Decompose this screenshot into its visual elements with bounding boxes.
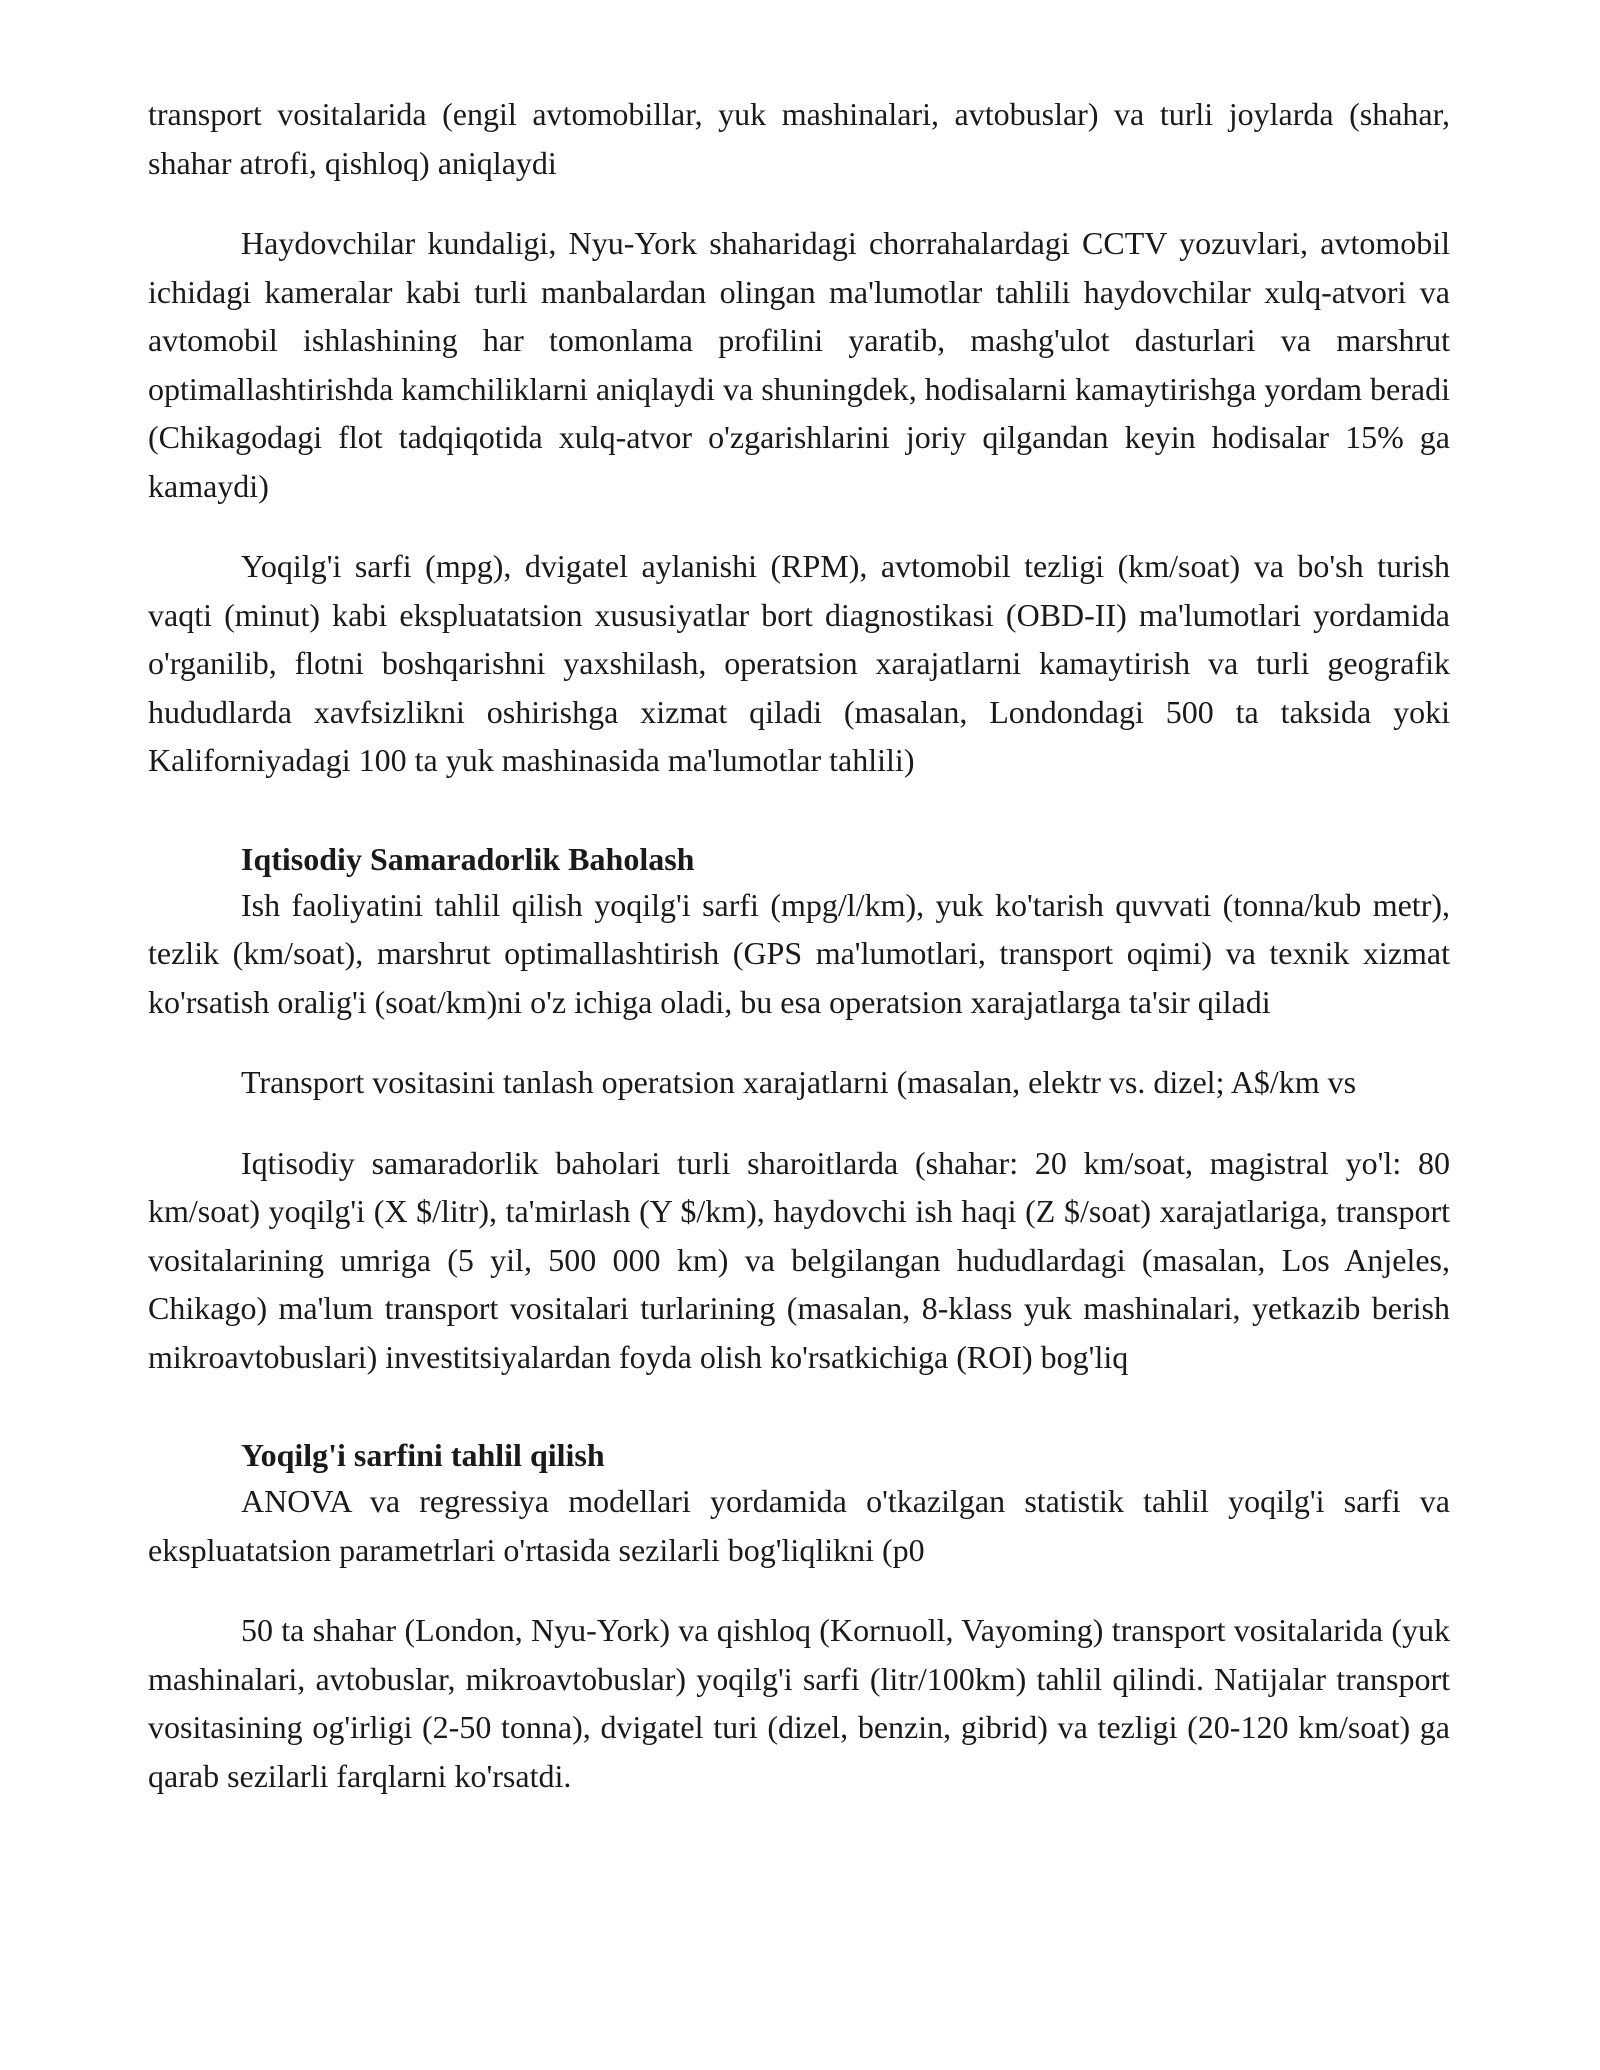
paragraph-statistical-analysis: ANOVA va regressiya modellari yordamida o'tkazilgan statistik tahlil yoqilg'i sarfi va ekspluatatsion parametrlari o'rtasida sezilarli bog'liqlikni (p0	[148, 1483, 1450, 1568]
section-heading-economic-efficiency: Iqtisodiy Samaradorlik Baholash	[241, 840, 695, 877]
document-page	[148, 90, 1450, 1832]
paragraph-performance-analysis: Ish faoliyatini tahlil qilish yoqilg'i sarfi (mpg/l/km), yuk ko'tarish quvvati (tonna/kub metr), tezlik (km/soat), marshrut optimallashtirish (GPS ma'lumotlari, transport oqimi) va texnik xizmat ko'rsatish oralig'i (soat/km)ni o'z ichiga oladi, bu esa operatsion xarajatlarga ta'sir qiladi	[148, 886, 1450, 1020]
section-heading-fuel-analysis: Yoqilg'i sarfini tahlil qilish	[241, 1437, 605, 1473]
paragraph-economic-assessment: Iqtisodiy samaradorlik baholari turli sharoitlarda (shahar: 20 km/soat, magistral yo'l: 80 km/soat) yoqilg'i (X $/litr), ta'mirlash (Y $/km), haydovchi ish haqi (Z $/soat) xarajatlariga, transport vositalarining umriga (5 yil, 500 000 km) va belgilangan hududlardagi (masalan, Los Anjeles, Chikago) ma'lum transport vositalari turlarining (masalan, 8-klass yuk mashinalari, yetkazib berish mikroavtobuslari) investitsiyalardan foyda olish ko'rsatkichiga (ROI) bog'liq	[148, 1144, 1450, 1375]
paragraph-vehicle-selection: Transport vositasini tanlash operatsion xarajatlarni (masalan, elektr vs. dizel; A$/km vs	[241, 1064, 1357, 1100]
paragraph-fuel-results: 50 ta shahar (London, Nyu-York) va qishloq (Kornuoll, Vayoming) transport vositalarida (yuk mashinalari, avtobuslar, mikroavtobuslar) yoqilg'i sarfi (litr/100km) tahlil qilindi. Natijalar transport vositasining og'irligi (2-50 tonna), dvigatel turi (dizel, benzin, gibrid) va tezligi (20-120 km/soat) ga qarab sezilarli farqlarni ko'rsatdi.	[148, 1612, 1450, 1794]
paragraph-driver-behavior: Haydovchilar kundaligi, Nyu-York shaharidagi chorrahalardagi CCTV yozuvlari, avtomobil ichidagi kameralar kabi turli manbalardan olingan ma'lumotlar tahlili haydovchilar xulq-atvori va avtomobil ishlashining har tomonlama profilini yaratib, mashg'ulot dasturlari va marshrut optimallashtirishda kamchiliklarni aniqlaydi va shuningdek, hodisalarni kamaytirishga yordam beradi (Chikagodagi flot tadqiqotida xulq-atvor o'zgarishlarini joriy qilgandan keyin hodisalar 15% ga kamaydi)	[148, 225, 1450, 504]
paragraph-operational-features: Yoqilg'i sarfi (mpg), dvigatel aylanishi (RPM), avtomobil tezligi (km/soat) va bo'sh turish vaqti (minut) kabi ekspluatatsion xususiyatlar bort diagnostikasi (OBD-II) ma'lumotlari yordamida o'rganilib, flotni boshqarishni yaxshilash, operatsion xarajatlarni kamaytirish va turli geografik hududlarda xavfsizlikni oshirishga xizmat qiladi (masalan, Londondagi 500 ta taksida yoki Kaliforniyadagi 100 ta yuk mashinasida ma'lumotlar tahlili)	[148, 548, 1450, 778]
paragraph-intro-continuation: transport vositalarida (engil avtomobillar, yuk mashinalari, avtobuslar) va turli joylarda (shahar, shahar atrofi, qishloq) aniqlaydi	[148, 96, 1450, 181]
